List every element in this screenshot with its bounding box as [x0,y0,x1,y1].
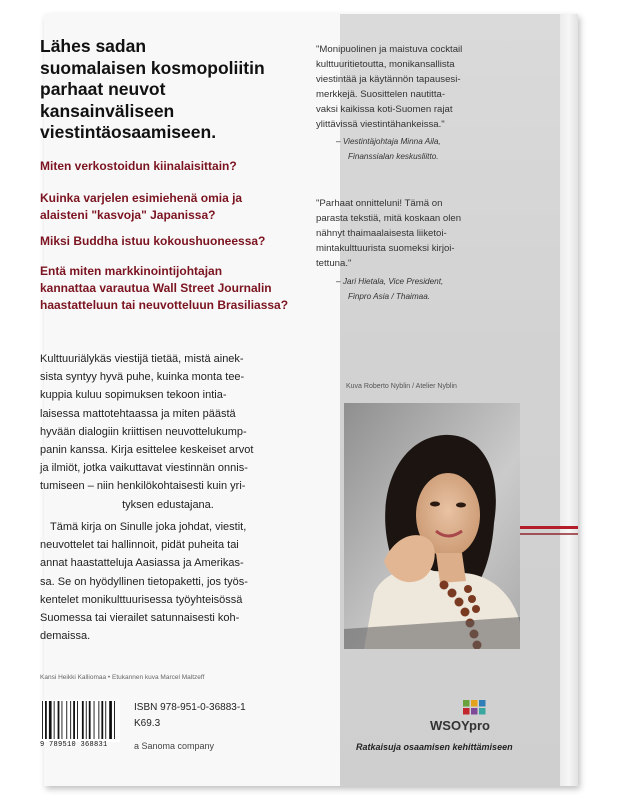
quote-line: nähnyt thaimaalaisesta liiketoi- [316,228,447,239]
attribution-line: – Jari Hietala, Vice President, [336,277,444,286]
classification-code: K69.3 [134,718,161,729]
body-line: kentelet monikulttuurisessa työyhteisössä [40,593,243,606]
question-line: Kuinka varjelen esimiehenä omia ja [40,191,243,205]
review-quote-1 [316,42,501,132]
question-line: haastatteluun tai neuvotteluun Brasiliassa? [40,298,289,312]
question-line: alaisteni "kasvoja" Japanissa? [40,208,216,222]
review-attribution-2 [336,274,506,304]
cover-credit: Kansi Heikki Kalliomaa • Etukannen kuva Marcel Maltzeff [40,674,205,681]
quote-line: viestintää ja käytännön tapausesi- [316,74,461,85]
body-line: tyksen edustajana. [122,498,214,511]
question-1 [40,158,302,175]
publisher-note: a Sanoma company [134,741,215,751]
quote-line: kulttuuritietoutta, monikansallista [316,59,455,70]
publisher-tagline: Ratkaisuja osaamisen kehittämiseen [356,742,513,752]
body-line: panin kanssa. Kirja esittelee keskeiset arvot [40,444,254,457]
logo-square [479,700,486,707]
question-line: Miten verkostoidun kiinalaisittain? [40,159,237,173]
quote-line: mintakulttuurista suomeksi kirjoi- [316,243,455,254]
logo-square [463,700,470,707]
attribution-line: Finpro Asia / Thaimaa. [348,292,431,301]
isbn: ISBN 978-951-0-36883-1 [134,702,246,713]
photo-credit: Kuva Roberto Nyblin / Atelier Nyblin [346,383,457,390]
barcode-icon [40,700,120,742]
body-line: demaissa. [40,630,91,643]
logo-square [471,708,478,715]
book-spine [560,14,578,786]
quote-line: merkkejä. Suosittelen nautitta- [316,89,446,100]
body-line: laisessa mattotehtaassa ja miten päästä [40,407,236,420]
body-line: annat haastatteluja Aasiassa ja Amerikas- [40,557,244,570]
body-line: Suomessa tai vierailet satunnaisesti koh- [40,612,240,625]
body-paragraph-1 [40,350,296,514]
logo-square [471,700,478,707]
body-line: tumiseen – niin henkilökohtaisesti kuin yri- [40,480,246,493]
question-3 [40,233,302,250]
quote-line: vaksi kaikissa koti-Suomen rajat [316,104,453,115]
quote-line: tettuna." [316,258,352,269]
author-photo [344,403,520,649]
headline [40,36,300,144]
question-line: Entä miten markkinointijohtajan [40,264,223,278]
headline-line: suomalaisen kosmopoliitin [40,57,265,78]
attribution-line: Finanssialan keskusliitto. [348,152,439,161]
barcode-number: 9 789510 368831 [40,741,108,749]
body-paragraph-2 [40,518,296,645]
question-line: kannattaa varautua Wall Street Journalin [40,281,272,295]
body-line: Tämä kirja on Sinulle joka johdat, viestit, [50,521,247,533]
body-line: ja ilmiöt, jotka vaikuttavat viestinnän onnis- [40,462,248,475]
quote-line: "Parhaat onnitteluni! Tämä on [316,198,443,209]
headline-line: parhaat neuvot kansainväliseen [40,79,175,121]
logo-text: WSOYpro [430,718,490,733]
body-line: kuppia kuluu sopimuksen tekoon intia- [40,389,227,402]
body-line: hyvään dialogiin kriittisen neuvottelukump- [40,425,247,438]
body-line: sa. Se on hyödyllinen tietopaketti, jos työs- [40,575,248,588]
headline-line: Lähes sadan [40,36,147,56]
quote-line: ylittävissä viestintähankeissa." [316,119,445,130]
attribution-line: – Viestintäjohtaja Minna Aila, [336,137,441,146]
quote-line: "Monipuolinen ja maistuva cocktail [316,44,463,55]
headline-line: viestintäosaamiseen. [40,122,217,142]
body-line: sista syntyy hyvä puhe, kuinka monta tee- [40,371,245,384]
question-4 [40,263,302,314]
review-quote-2 [316,196,501,271]
body-line: neuvottelet tai hallinnoit, pidät puheita tai [40,539,239,552]
question-2 [40,190,302,224]
review-attribution-1 [336,134,506,164]
logo-square [479,708,486,715]
question-line: Miksi Buddha istuu kokoushuoneessa? [40,234,266,248]
logo-square [463,708,470,715]
body-line: Kulttuuriälykäs viestijä tietää, mistä ainek- [40,353,244,365]
quote-line: parasta tekstiä, mitä koskaan olen [316,213,462,224]
